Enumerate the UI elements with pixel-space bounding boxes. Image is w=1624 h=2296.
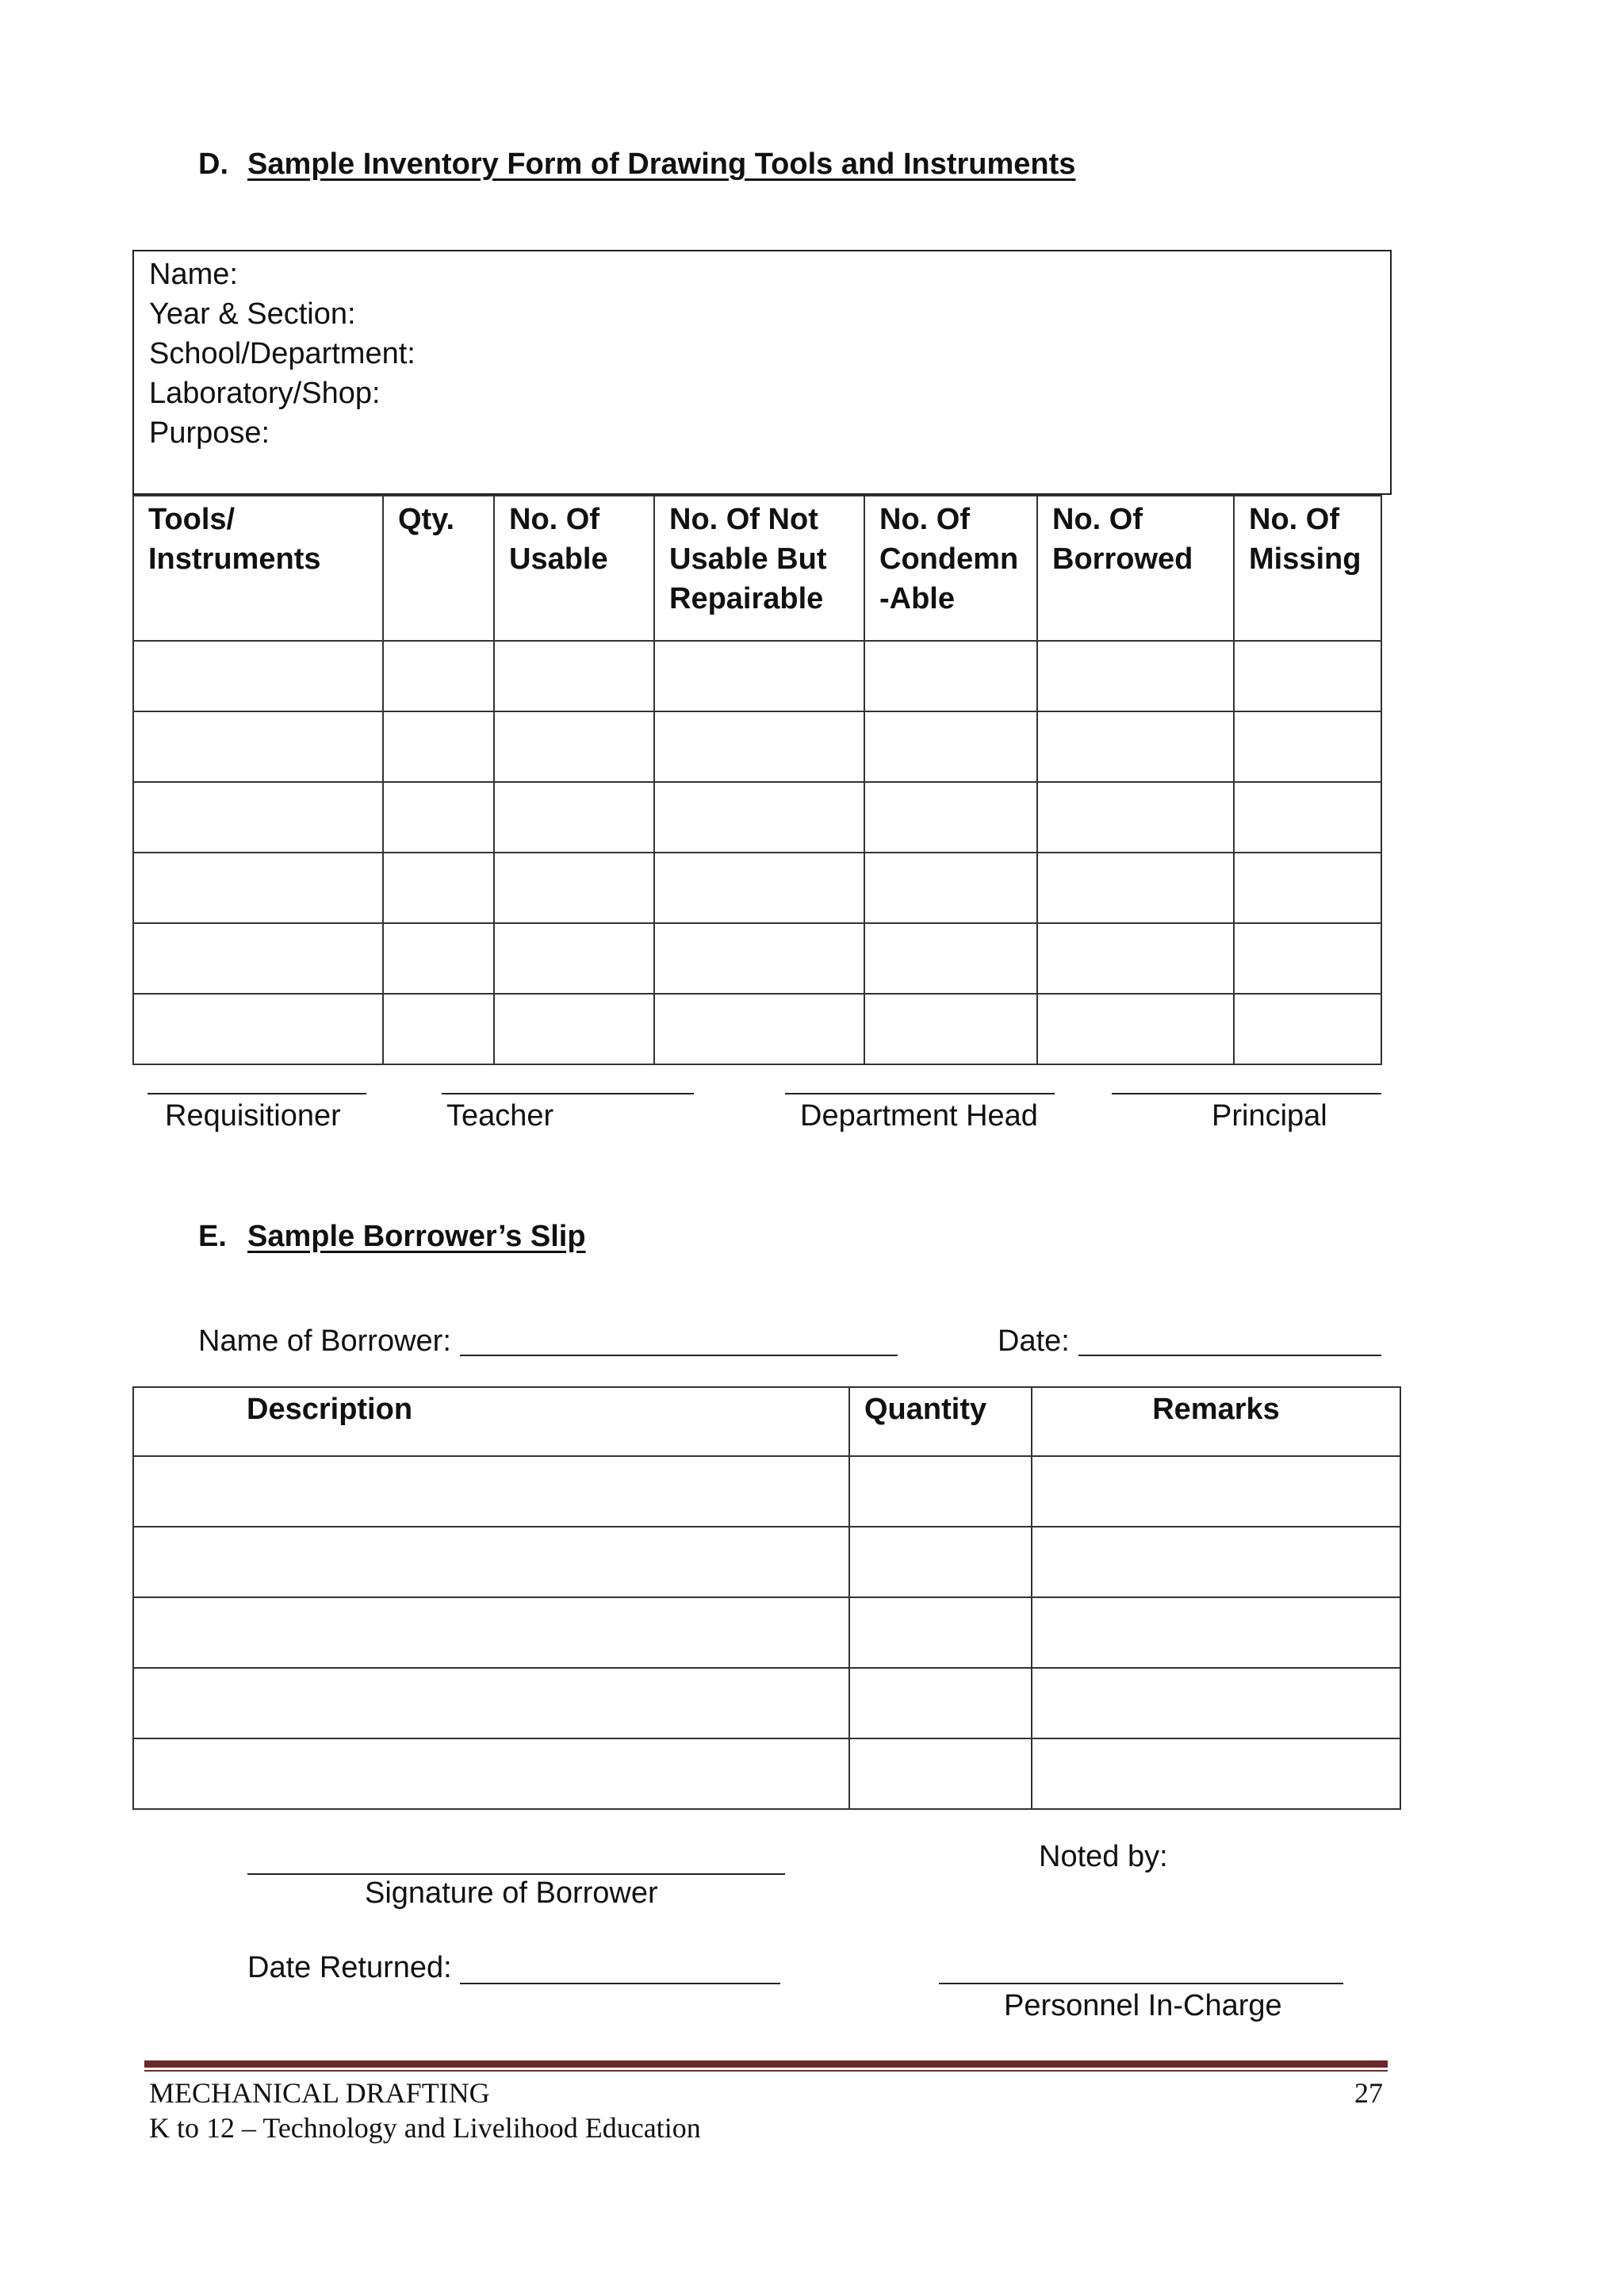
signature-line-principal	[1112, 1093, 1381, 1094]
table-cell[interactable]	[849, 1527, 1032, 1597]
table-cell[interactable]	[1234, 641, 1381, 711]
table-cell[interactable]	[133, 1527, 849, 1597]
date-returned-line	[460, 1983, 780, 1984]
table-cell[interactable]	[1234, 923, 1381, 994]
slip-row	[133, 1597, 1400, 1668]
table-cell[interactable]	[654, 641, 864, 711]
section-e-heading	[198, 1220, 586, 1254]
personnel-signature-line	[939, 1983, 1343, 1984]
col-header-remarks: Remarks	[1032, 1387, 1400, 1456]
table-cell[interactable]	[133, 853, 383, 923]
info-field-laboratory-shop: Laboratory/Shop:	[149, 377, 381, 410]
section-d-heading	[198, 148, 1075, 182]
signatory-principal: Principal	[1212, 1099, 1327, 1133]
table-cell[interactable]	[133, 711, 383, 782]
table-cell[interactable]	[849, 1456, 1032, 1527]
table-cell[interactable]	[864, 994, 1037, 1064]
col-header-borrowed: No. Of Borrowed	[1037, 496, 1234, 641]
table-cell[interactable]	[494, 923, 654, 994]
table-cell[interactable]	[133, 641, 383, 711]
table-cell[interactable]	[864, 782, 1037, 853]
col-header-description: Description	[133, 1387, 849, 1456]
table-cell[interactable]	[654, 923, 864, 994]
section-e-letter: E.	[198, 1220, 227, 1253]
borrower-signature-line	[247, 1873, 785, 1875]
table-cell[interactable]	[494, 994, 654, 1064]
slip-row	[133, 1527, 1400, 1597]
inventory-table	[132, 495, 1382, 1065]
borrower-slip-table	[132, 1386, 1401, 1810]
col-header-condemnable: No. Of Condemn -Able	[864, 496, 1037, 641]
table-cell[interactable]	[1234, 853, 1381, 923]
table-cell[interactable]	[654, 782, 864, 853]
section-d-title: Sample Inventory Form of Drawing Tools and Instruments	[247, 148, 1076, 181]
noted-by-label: Noted by:	[1039, 1840, 1168, 1873]
footer-subject: MECHANICAL DRAFTING	[149, 2077, 490, 2109]
inventory-row	[133, 711, 1381, 782]
inventory-row	[133, 923, 1381, 994]
table-cell[interactable]	[383, 923, 494, 994]
inventory-info-box	[132, 250, 1392, 495]
info-field-year-section: Year & Section:	[149, 297, 356, 331]
table-cell[interactable]	[849, 1738, 1032, 1809]
table-cell[interactable]	[1037, 641, 1234, 711]
table-cell[interactable]	[849, 1668, 1032, 1738]
inventory-row	[133, 994, 1381, 1064]
table-cell[interactable]	[1037, 994, 1234, 1064]
date-returned-label: Date Returned:	[247, 1951, 452, 1984]
table-cell[interactable]	[133, 994, 383, 1064]
info-field-purpose: Purpose:	[149, 416, 270, 450]
table-cell[interactable]	[1032, 1738, 1400, 1809]
inventory-row	[133, 853, 1381, 923]
borrower-name-line	[460, 1355, 898, 1356]
col-header-not-usable-repairable: No. Of Not Usable But Repairable	[654, 496, 864, 641]
borrower-name-label: Name of Borrower:	[198, 1324, 451, 1358]
signature-line-department-head	[785, 1093, 1055, 1094]
col-header-quantity: Quantity	[849, 1387, 1032, 1456]
signature-line-teacher	[442, 1093, 694, 1094]
table-cell[interactable]	[1032, 1597, 1400, 1668]
signatory-teacher: Teacher	[446, 1099, 554, 1133]
info-field-name: Name:	[149, 258, 238, 291]
table-cell[interactable]	[383, 782, 494, 853]
col-header-qty: Qty.	[383, 496, 494, 641]
table-cell[interactable]	[494, 711, 654, 782]
footer-rule-thin	[144, 2070, 1388, 2072]
footer-page-number: 27	[1354, 2077, 1383, 2109]
col-header-missing: No. Of Missing	[1234, 496, 1381, 641]
footer-rule-thick	[144, 2060, 1388, 2068]
inventory-row	[133, 782, 1381, 853]
table-cell[interactable]	[1037, 782, 1234, 853]
table-cell[interactable]	[1234, 994, 1381, 1064]
table-cell[interactable]	[494, 853, 654, 923]
table-cell[interactable]	[383, 994, 494, 1064]
table-cell[interactable]	[133, 1597, 849, 1668]
table-cell[interactable]	[1234, 711, 1381, 782]
table-cell[interactable]	[1037, 853, 1234, 923]
table-cell[interactable]	[654, 853, 864, 923]
table-cell[interactable]	[133, 1456, 849, 1527]
slip-row	[133, 1456, 1400, 1527]
table-cell[interactable]	[1032, 1456, 1400, 1527]
section-d-letter: D.	[198, 148, 228, 181]
table-cell[interactable]	[864, 711, 1037, 782]
table-cell[interactable]	[133, 782, 383, 853]
section-e-title: Sample Borrower’s Slip	[247, 1220, 586, 1253]
table-cell[interactable]	[654, 994, 864, 1064]
slip-header-row	[133, 1387, 1400, 1456]
table-cell[interactable]	[383, 711, 494, 782]
table-cell[interactable]	[1032, 1527, 1400, 1597]
slip-row	[133, 1668, 1400, 1738]
slip-row	[133, 1738, 1400, 1809]
borrower-signature-label: Signature of Borrower	[365, 1876, 658, 1910]
table-cell[interactable]	[1037, 711, 1234, 782]
inventory-row	[133, 641, 1381, 711]
footer-program: K to 12 – Technology and Livelihood Education	[149, 2112, 701, 2144]
table-cell[interactable]	[383, 853, 494, 923]
table-cell[interactable]	[133, 923, 383, 994]
table-cell[interactable]	[133, 1738, 849, 1809]
table-cell[interactable]	[1234, 782, 1381, 853]
table-cell[interactable]	[864, 641, 1037, 711]
table-cell[interactable]	[494, 641, 654, 711]
table-cell[interactable]	[133, 1668, 849, 1738]
table-cell[interactable]	[1037, 923, 1234, 994]
table-cell[interactable]	[1032, 1668, 1400, 1738]
borrower-date-line	[1078, 1355, 1381, 1356]
table-cell[interactable]	[849, 1597, 1032, 1668]
borrower-date-label: Date:	[998, 1324, 1070, 1358]
table-cell[interactable]	[494, 782, 654, 853]
footer-rule	[144, 2060, 1388, 2072]
table-cell[interactable]	[864, 923, 1037, 994]
info-field-school-department: School/Department:	[149, 337, 416, 370]
inventory-header-row	[133, 496, 1381, 641]
signatory-requisitioner: Requisitioner	[165, 1099, 341, 1133]
table-cell[interactable]	[383, 641, 494, 711]
personnel-in-charge-label: Personnel In-Charge	[1004, 1989, 1282, 2022]
table-cell[interactable]	[864, 853, 1037, 923]
signature-line-requisitioner	[147, 1093, 366, 1094]
col-header-usable: No. Of Usable	[494, 496, 654, 641]
table-cell[interactable]	[654, 711, 864, 782]
signatory-department-head: Department Head	[800, 1099, 1038, 1133]
col-header-tools-instruments: Tools/ Instruments	[133, 496, 383, 641]
